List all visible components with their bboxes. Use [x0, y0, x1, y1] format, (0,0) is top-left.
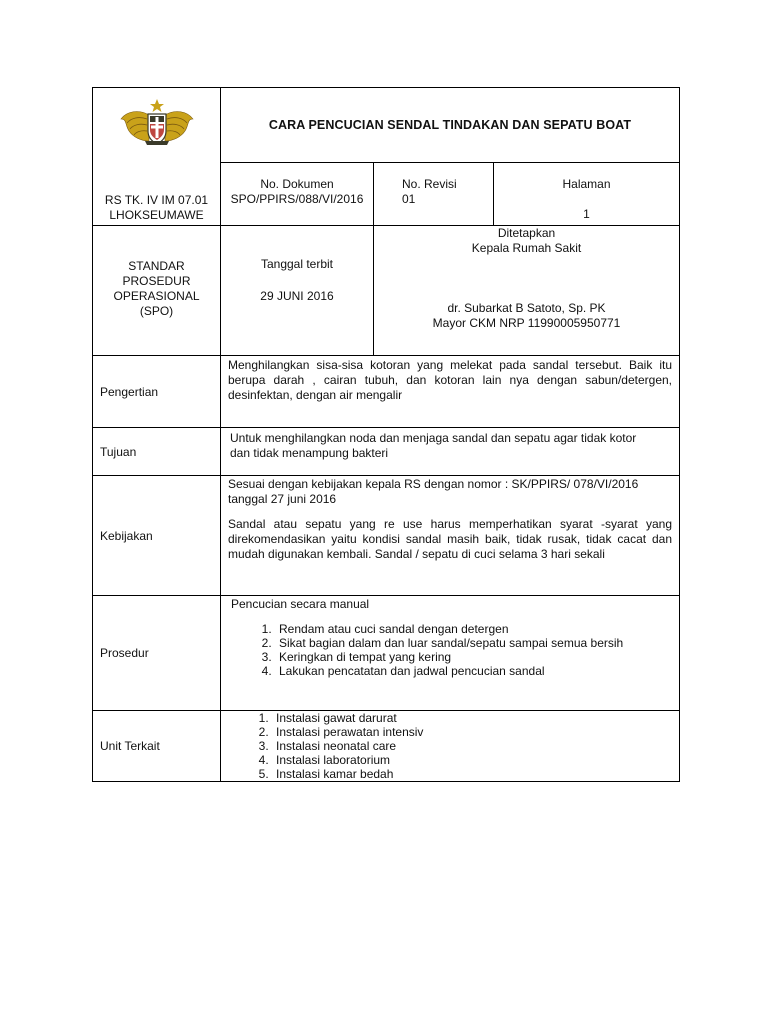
document-title: CARA PENCUCIAN SENDAL TINDAKAN DAN SEPATU BOAT: [268, 118, 632, 132]
list-item: 2. Sikat bagian dalam dan luar sandal/sepatu sampai semua bersih: [275, 636, 672, 650]
tujuan-label-cell: [93, 428, 221, 476]
approver-title: Kepala Rumah Sakit: [471, 241, 582, 255]
kebijakan-content-cell: [221, 476, 680, 596]
pengertian-label-cell: [93, 356, 221, 428]
unit-terkait-label-cell: [93, 711, 221, 782]
prosedur-steps-list: [231, 622, 672, 678]
pengertian-text: Menghilangkan sisa-sisa kotoran yang melekat pada sandal tersebut. Baik itu berupa darah , cairan tubuh, dan kotoran lain nya dengan sabun/detergen, desinfektan, dengan air mengalir: [228, 358, 673, 402]
prosedur-content-cell: [221, 596, 680, 711]
hospital-cell: [93, 88, 221, 226]
list-item: 3. Keringkan di tempat yang kering: [275, 650, 672, 664]
approver-name: dr. Subarkat B Satoto, Sp. PK: [447, 301, 606, 315]
spo-table: [92, 87, 680, 782]
prosedur-label: Prosedur: [100, 646, 149, 660]
approved-label: Ditetapkan: [497, 226, 556, 240]
revision-cell: [374, 163, 494, 226]
kebijakan-label: Kebijakan: [100, 528, 153, 543]
page-value: 1: [583, 207, 590, 221]
spo-label-cell: [93, 226, 221, 356]
doc-number-value: SPO/PPIRS/088/VI/2016: [230, 192, 364, 206]
unit-terkait-label: Unit Terkait: [100, 739, 160, 753]
list-item: 5. Instalasi kamar bedah: [272, 767, 672, 781]
list-item: 3. Instalasi neonatal care: [272, 739, 672, 753]
list-item: 1. Rendam atau cuci sandal dengan detergen: [275, 622, 672, 636]
issue-date-label: Tanggal terbit: [260, 257, 334, 271]
unit-terkait-content-cell: [221, 711, 680, 782]
unit-terkait-list: [228, 711, 672, 781]
hospital-emblem-icon: [119, 97, 195, 147]
doc-number-cell: [221, 163, 374, 226]
revision-label: No. Revisi: [402, 177, 457, 191]
revision-value: 01: [402, 192, 416, 206]
tujuan-label: Tujuan: [100, 444, 137, 459]
approver-rank: Mayor CKM NRP 11990005950771: [432, 316, 621, 330]
prosedur-label-cell: [93, 596, 221, 711]
doc-number-label: No. Dokumen: [260, 177, 334, 191]
list-item: 2. Instalasi perawatan intensiv: [272, 725, 672, 739]
prosedur-intro: Pencucian secara manual: [231, 597, 370, 611]
pengertian-content-cell: [221, 356, 680, 428]
approval-cell: [374, 226, 680, 356]
list-item: 4. Lakukan pencatatan dan jadwal pencucian sandal: [275, 664, 672, 678]
issue-date-cell: [221, 226, 374, 356]
list-item: 4. Instalasi laboratorium: [272, 753, 672, 767]
list-item: 1. Instalasi gawat darurat: [272, 711, 672, 725]
tujuan-text: Untuk menghilangkan noda dan menjaga sandal dan sepatu agar tidak kotor dan tidak menampung bakteri: [230, 431, 637, 460]
spo-label: STANDAR PROSEDUR OPERASIONAL (SPO): [113, 258, 200, 318]
kebijakan-text-2: Sandal atau sepatu yang re use harus memperhatikan syarat -syarat yang direkomendasikan yaitu kondisi sandal masih baik, tidak rusak, tidak cacat dan mudah digunakan kembali. Sandal / sepatu di cuci selama 3 hari sekali: [228, 517, 673, 561]
issue-date-value: 29 JUNI 2016: [260, 289, 334, 303]
page-cell: [494, 163, 680, 226]
page-label: Halaman: [562, 177, 611, 191]
kebijakan-label-cell: [93, 476, 221, 596]
tujuan-content-cell: [221, 428, 680, 476]
pengertian-label: Pengertian: [100, 384, 159, 399]
kebijakan-text-1: Sesuai dengan kebijakan kepala RS dengan nomor : SK/PPIRS/ 078/VI/2016 tanggal 27 juni 2016: [228, 477, 639, 506]
document-title-cell: [221, 88, 680, 163]
hospital-name: RS TK. IV IM 07.01 LHOKSEUMAWE: [104, 193, 209, 222]
